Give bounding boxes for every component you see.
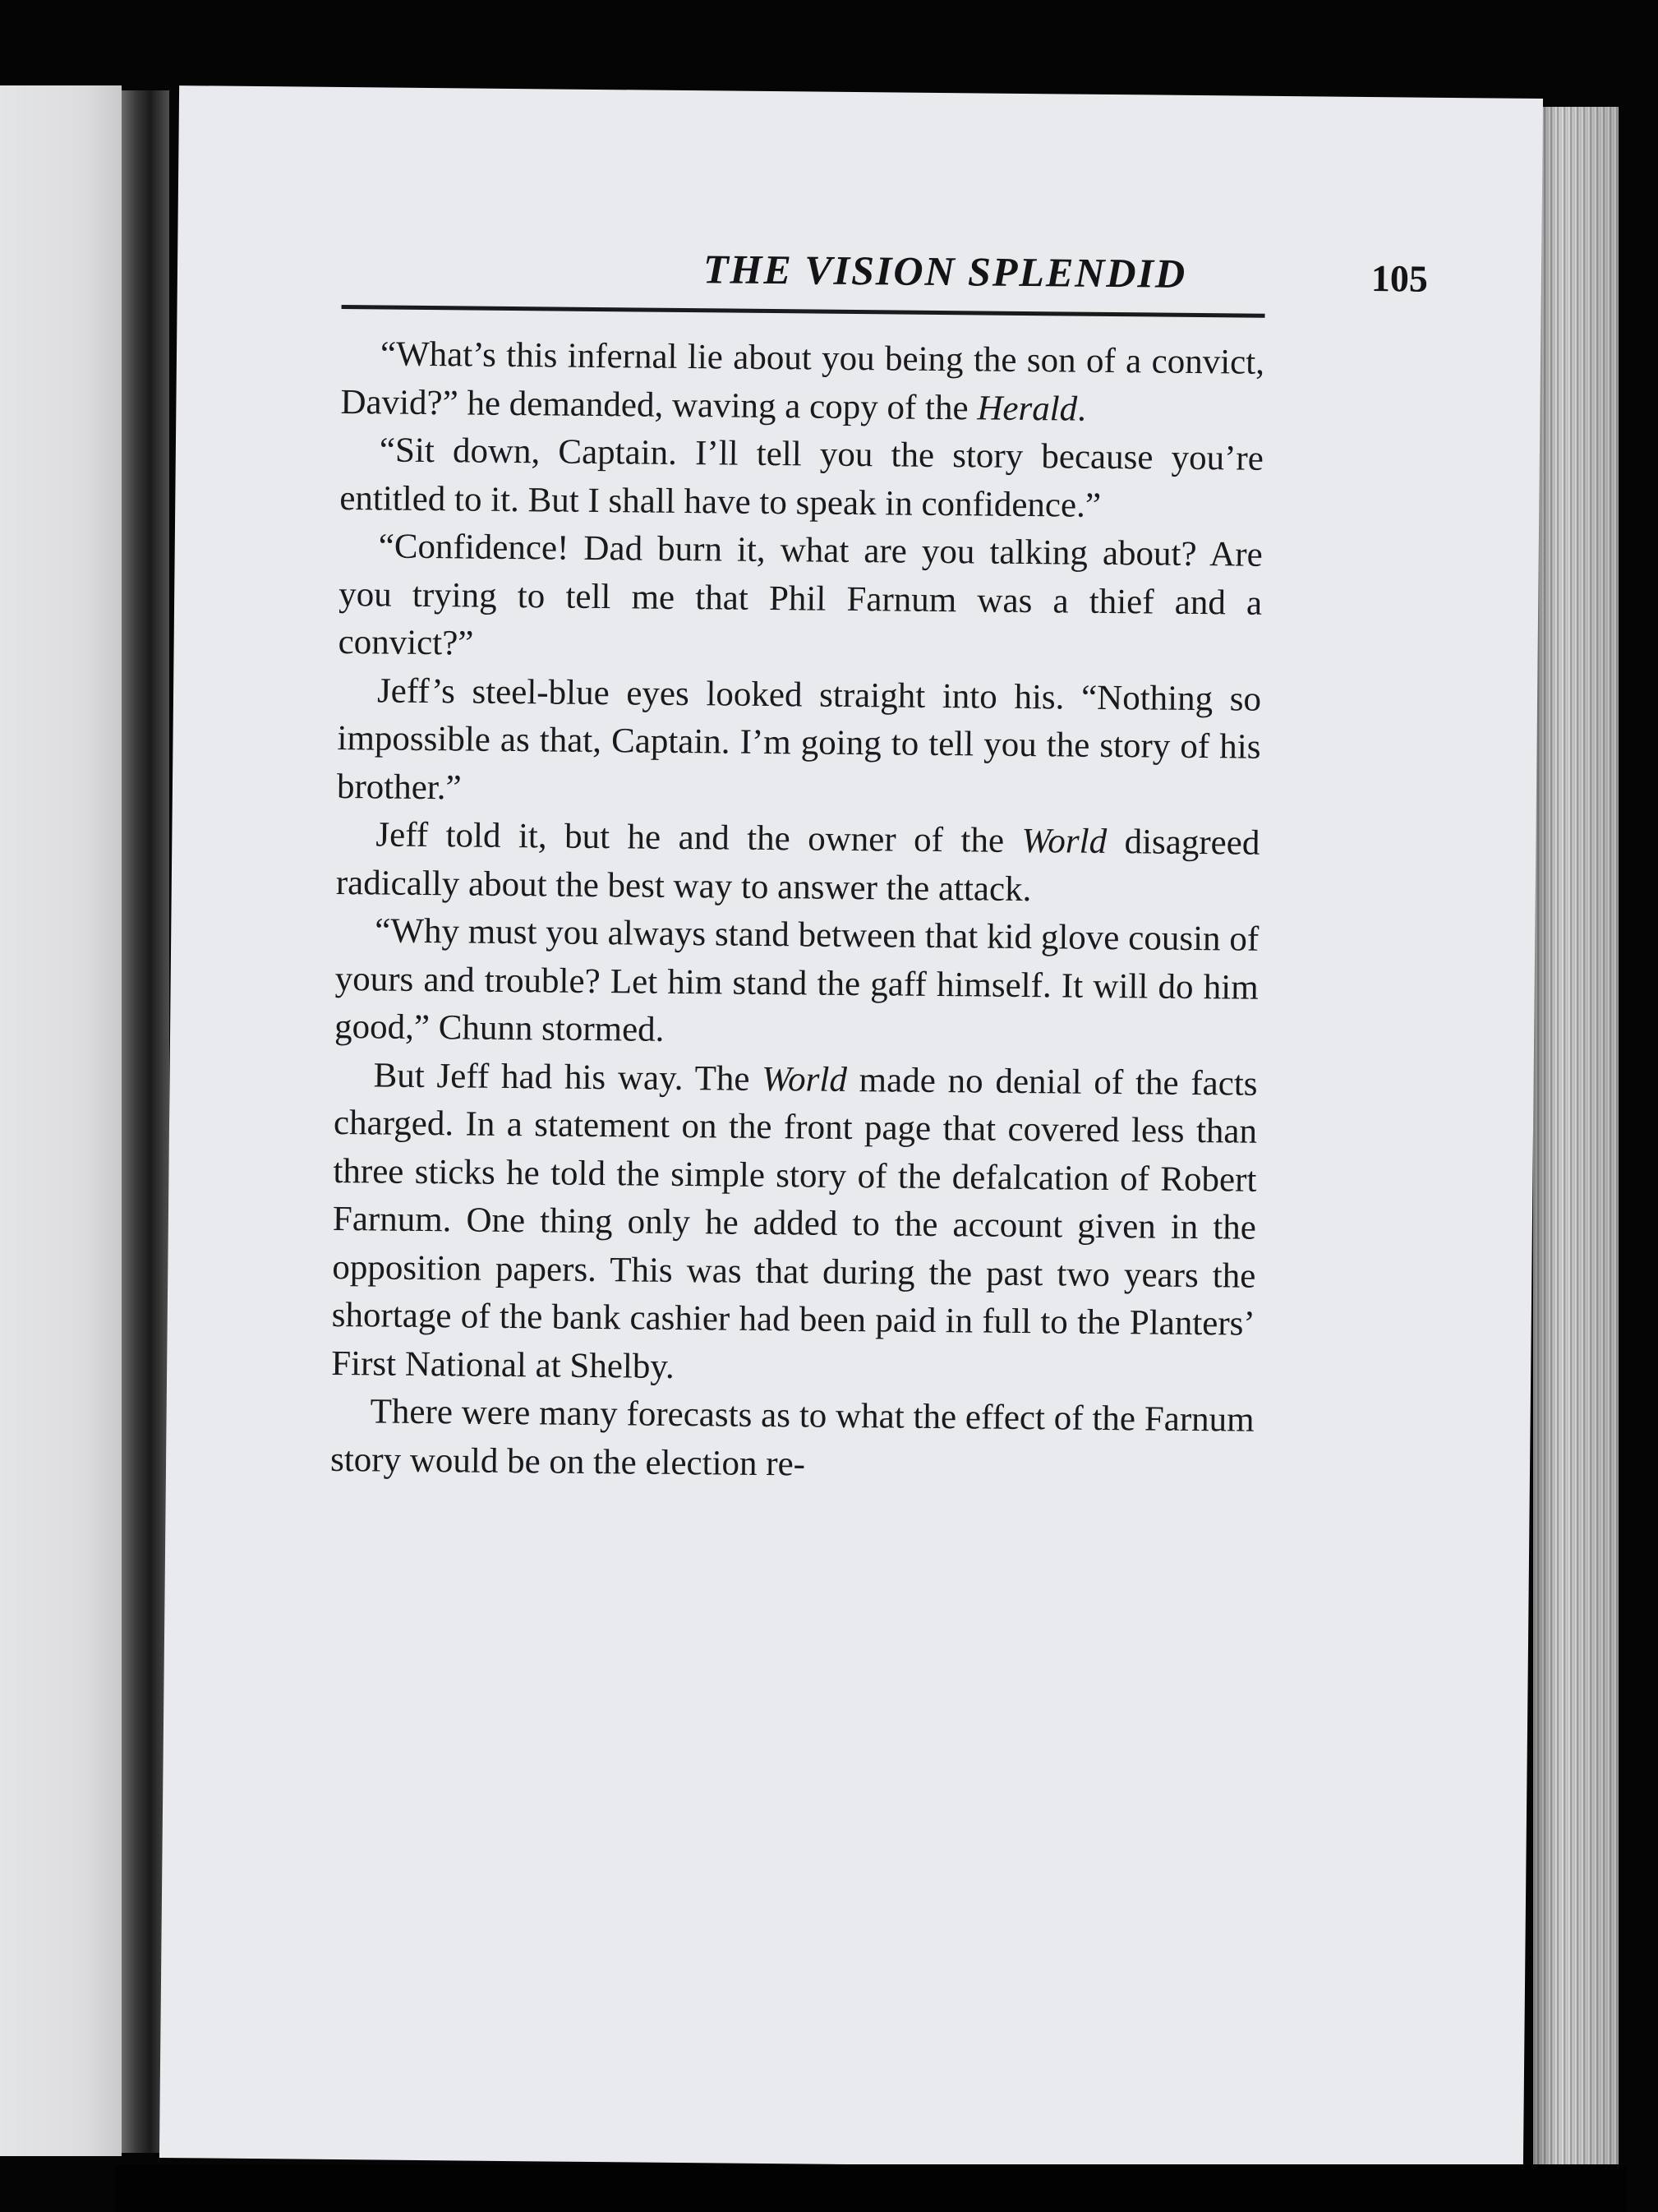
text-run: “What’s this infernal lie about you being the son of a convict, David?” he demanded, waving a copy of the [340,334,1265,427]
text-run: “Sit down, Captain. I’ll tell you the story because you’re entitled to it. But I shall have to speak in confidence.” [339,431,1264,525]
paragraph [336,811,1260,916]
text-run: Jeff told it, but he and the owner of the [375,815,1022,860]
book-page [159,85,1543,2171]
text-run: . [1076,389,1087,429]
running-title: THE VISION SPLENDID [702,246,1187,297]
text-run: There were many forecasts as to what the effect of the Farnum story would be on the election re- [329,1392,1255,1483]
text-run: But Jeff had his way. The [373,1055,762,1099]
italic-title: Herald [977,388,1078,429]
paragraph [331,1051,1258,1396]
paragraph [340,330,1264,435]
page-number: 105 [1370,257,1429,300]
italic-title: World [762,1059,848,1099]
paragraph [339,426,1264,532]
page-block-edges [1533,107,1619,2177]
paragraph [330,1388,1255,1493]
text-run: “Why must you always stand between that kid glove cousin of yours and trouble? Let him stand the gaff himself. It will do him good,” Chunn stormed. [334,911,1260,1049]
bottom-shadow [115,2164,1627,2212]
header-rule [342,305,1265,318]
italic-title: World [1021,821,1108,861]
text-run: disagreed radically about the best way to answer the attack. [335,822,1260,909]
facing-page-edge [0,85,122,2156]
paragraph [334,907,1260,1060]
text-run: made no denial of the facts charged. In a statement on the front page that covered less than three sticks he told the simple story of the defalcation of Robert Farnum. One thing only he added to the account given in the opposition papers. This was that during the past two years the shortage of the bank cashier had been paid in full to the Planters’ First National at Shelby. [331,1060,1258,1386]
paragraph [338,523,1263,675]
running-header [342,242,1429,310]
text-run: Jeff’s steel-blue eyes looked straight into his. “Nothing so impossible as that, Captain. I’m going to tell you the story of his brother.” [336,671,1262,807]
body-text [330,330,1264,1493]
paragraph [337,666,1262,819]
text-run: “Confidence! Dad burn it, what are you talking about? Are you trying to tell me that Phil Farnum was a thief and a convict?” [338,527,1263,663]
